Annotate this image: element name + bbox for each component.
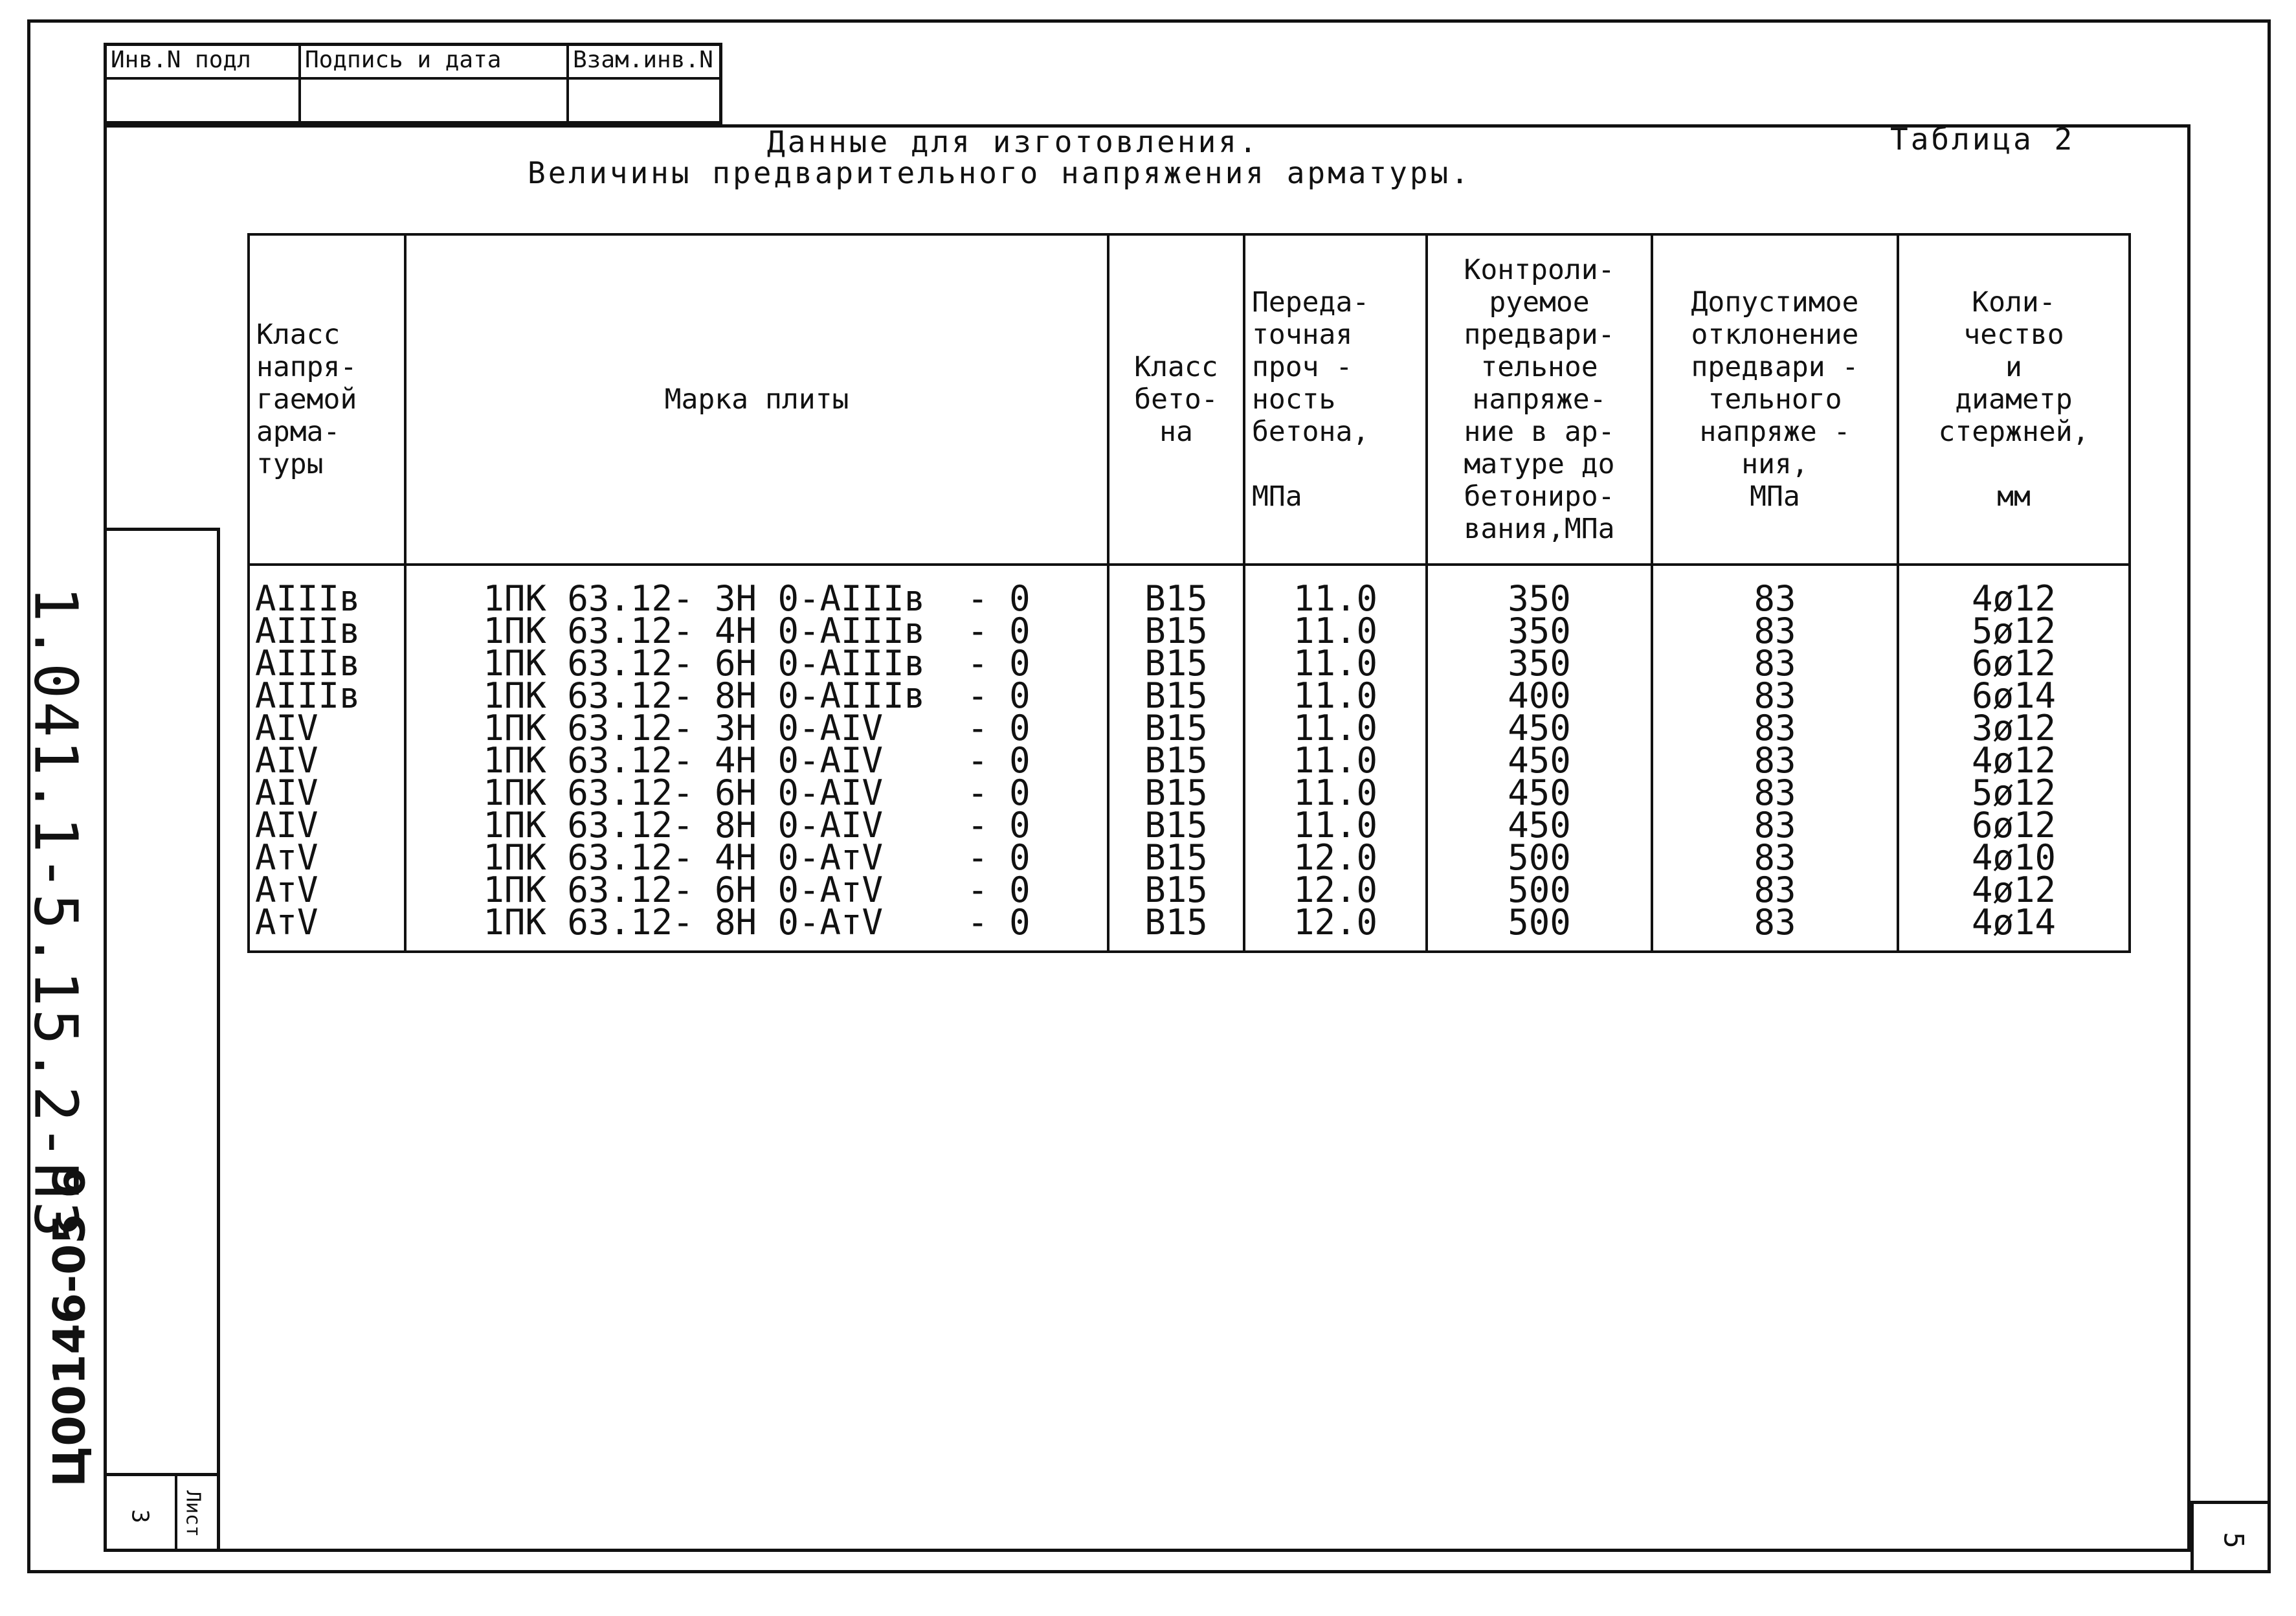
cell-stress: 350 — [1508, 578, 1571, 619]
cell-stress: 500 — [1508, 902, 1571, 943]
cell-stress: 500 — [1508, 870, 1571, 910]
header-slab-mark: Марка плиты — [405, 234, 1108, 565]
cell-deviation: 83 — [1754, 870, 1796, 910]
title-line-2: Величины предварительного напряжения арматуры. — [528, 155, 1471, 190]
cell-mark: 1ПК 63.12- 6Н 0-AIV - 0 — [483, 772, 1031, 813]
cell-bars: 3ø12 — [1971, 708, 2056, 748]
sheet-label: Лист — [181, 1490, 205, 1538]
cell-concrete: B15 — [1144, 870, 1208, 910]
cell-stress: 450 — [1508, 805, 1571, 846]
stamp-cell-inv-podl — [107, 46, 301, 121]
cell-class: AIV — [255, 805, 318, 846]
sheet-divider — [175, 1476, 177, 1549]
page-number: 5 — [2218, 1532, 2250, 1549]
cell-class: AIV — [255, 708, 318, 748]
cell-stress: 450 — [1508, 740, 1571, 781]
stamp-inv-podl: Инв.N подл — [107, 46, 298, 80]
cell-mark: 1ПК 63.12- 3Н 0-AIIIв - 0 — [483, 578, 1031, 619]
cell-deviation: 83 — [1754, 772, 1796, 813]
cell-strength: 11.0 — [1293, 611, 1378, 651]
cell-mark: 1ПК 63.12- 4Н 0-AIV - 0 — [483, 740, 1031, 781]
table-body-row — [249, 565, 2130, 952]
col-bar-count-diameter — [1898, 565, 2130, 952]
cell-deviation: 83 — [1754, 675, 1796, 716]
cell-strength: 11.0 — [1293, 675, 1378, 716]
cell-class: AIV — [255, 772, 318, 813]
cell-stress: 400 — [1508, 675, 1571, 716]
cell-stress: 500 — [1508, 837, 1571, 878]
cell-mark: 1ПК 63.12- 4Н 0-AтV - 0 — [483, 837, 1031, 878]
cell-bars: 4ø12 — [1971, 740, 2056, 781]
cell-strength: 12.0 — [1293, 837, 1378, 878]
cell-bars: 4ø10 — [1971, 837, 2056, 878]
cell-deviation: 83 — [1754, 740, 1796, 781]
cell-bars: 4ø12 — [1971, 870, 2056, 910]
cell-mark: 1ПК 63.12- 3Н 0-AIV - 0 — [483, 708, 1031, 748]
cell-class: AтV — [255, 902, 318, 943]
cell-strength: 11.0 — [1293, 708, 1378, 748]
sheet-number: 3 — [126, 1509, 153, 1523]
cell-bars: 5ø12 — [1971, 611, 2056, 651]
cell-strength: 11.0 — [1293, 740, 1378, 781]
header-transfer-strength: Переда- точная проч - ность бетона, МПа — [1244, 234, 1427, 565]
cell-strength: 12.0 — [1293, 870, 1378, 910]
cell-strength: 12.0 — [1293, 902, 1378, 943]
col-transfer-strength — [1244, 565, 1427, 952]
cell-deviation: 83 — [1754, 902, 1796, 943]
stamp-podpis-data: Подпись и дата — [301, 46, 566, 80]
cell-concrete: B15 — [1144, 837, 1208, 878]
col-reinforcement-class — [249, 565, 405, 952]
archive-code: Ц00146-05 6 — [44, 1167, 96, 1487]
cell-stress: 350 — [1508, 643, 1571, 684]
cell-deviation: 83 — [1754, 805, 1796, 846]
cell-bars: 6ø14 — [1971, 675, 2056, 716]
header-concrete-class: Класс бето- на — [1108, 234, 1244, 565]
col-concrete-class — [1108, 565, 1244, 952]
cell-bars: 6ø12 — [1971, 643, 2056, 684]
cell-mark: 1ПК 63.12- 8Н 0-AIV - 0 — [483, 805, 1031, 846]
cell-strength: 11.0 — [1293, 805, 1378, 846]
col-slab-mark — [405, 565, 1108, 952]
cell-stress: 450 — [1508, 772, 1571, 813]
page-number-box — [2190, 1501, 2271, 1573]
cell-mark: 1ПК 63.12- 6Н 0-AтV - 0 — [483, 870, 1031, 910]
header-bar-count-diameter: Коли- чество и диаметр стержней, мм — [1898, 234, 2130, 565]
cell-mark: 1ПК 63.12- 8Н 0-AIIIв - 0 — [483, 675, 1031, 716]
cell-class: AтV — [255, 870, 318, 910]
header-control-stress: Контроли- руемое предвари- тельное напряже- ние в ар- матуре до бетониро- вания,МПа — [1427, 234, 1652, 565]
table-header-row — [249, 234, 2130, 565]
cell-bars: 6ø12 — [1971, 805, 2056, 846]
cell-concrete: B15 — [1144, 643, 1208, 684]
cell-concrete: B15 — [1144, 708, 1208, 748]
cell-strength: 11.0 — [1293, 578, 1378, 619]
cell-concrete: B15 — [1144, 578, 1208, 619]
cell-deviation: 83 — [1754, 708, 1796, 748]
cell-class: AтV — [255, 837, 318, 878]
cell-class: AIIIв — [255, 578, 361, 619]
cell-concrete: B15 — [1144, 805, 1208, 846]
cell-class: AIIIв — [255, 675, 361, 716]
side-strip — [104, 528, 220, 1552]
cell-concrete: B15 — [1144, 611, 1208, 651]
cell-strength: 11.0 — [1293, 772, 1378, 813]
cell-stress: 450 — [1508, 708, 1571, 748]
cell-class: AIIIв — [255, 611, 361, 651]
cell-concrete: B15 — [1144, 772, 1208, 813]
header-reinforcement-class: Класс напря- гаемой арма- туры — [249, 234, 405, 565]
cell-deviation: 83 — [1754, 611, 1796, 651]
title-line-1: Данные для изготовления. — [767, 124, 1260, 159]
document-code: 1.041.1-5.15.2-ПЗ — [21, 586, 91, 1240]
cell-strength: 11.0 — [1293, 643, 1378, 684]
stamp-cell-podpis — [301, 46, 569, 121]
cell-mark: 1ПК 63.12- 4Н 0-AIIIв - 0 — [483, 611, 1031, 651]
reinforcement-table — [247, 233, 2131, 953]
cell-deviation: 83 — [1754, 643, 1796, 684]
stamp-top — [104, 43, 722, 124]
cell-class: AIV — [255, 740, 318, 781]
cell-mark: 1ПК 63.12- 8Н 0-AтV - 0 — [483, 902, 1031, 943]
table-label: Таблица 2 — [1890, 122, 2075, 157]
cell-mark: 1ПК 63.12- 6Н 0-AIIIв - 0 — [483, 643, 1031, 684]
col-control-stress — [1427, 565, 1652, 952]
cell-stress: 350 — [1508, 611, 1571, 651]
stamp-vzam-inv: Взам.инв.N — [569, 46, 719, 80]
cell-deviation: 83 — [1754, 837, 1796, 878]
cell-deviation: 83 — [1754, 578, 1796, 619]
cell-class: AIIIв — [255, 643, 361, 684]
cell-concrete: B15 — [1144, 675, 1208, 716]
cell-bars: 4ø14 — [1971, 902, 2056, 943]
header-allowed-deviation: Допустимое отклонение предвари - тельного напряже - ния, МПа — [1652, 234, 1898, 565]
sheet-box — [104, 1473, 220, 1552]
stamp-cell-vzam — [569, 46, 719, 121]
cell-bars: 5ø12 — [1971, 772, 2056, 813]
cell-bars: 4ø12 — [1971, 578, 2056, 619]
cell-concrete: B15 — [1144, 902, 1208, 943]
cell-concrete: B15 — [1144, 740, 1208, 781]
col-allowed-deviation — [1652, 565, 1898, 952]
